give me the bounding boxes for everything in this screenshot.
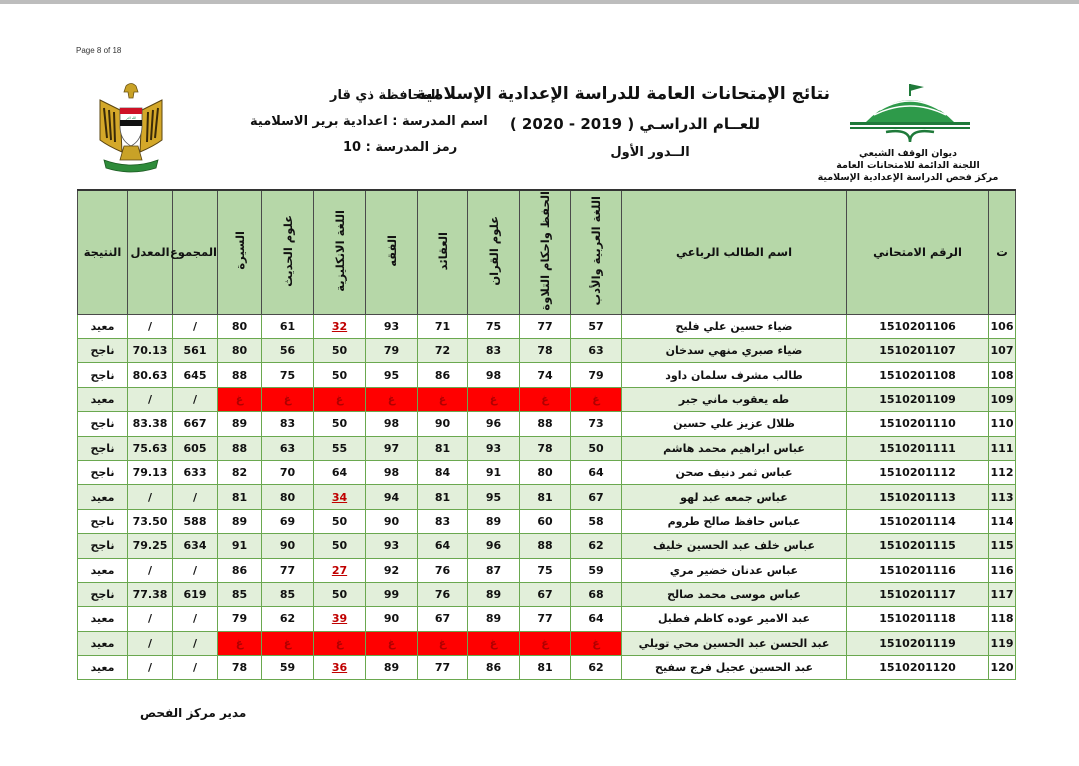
table-row — [78, 485, 1016, 509]
cell-seq: 107 — [989, 338, 1016, 362]
cell-fiqh: غ — [366, 631, 418, 655]
cell-beliefs: 67 — [418, 607, 468, 631]
cell-memorization: 81 — [520, 485, 571, 509]
page-number: Page 8 of 18 — [76, 46, 122, 55]
cell-quran-sciences: 93 — [468, 436, 520, 460]
cell-arabic: 63 — [571, 338, 622, 362]
cell-seerah: 91 — [218, 534, 262, 558]
cell-quran-sciences: غ — [468, 387, 520, 411]
table-row — [78, 607, 1016, 631]
cell-exam-id: 1510201120 — [847, 656, 989, 680]
cell-fiqh: 98 — [366, 460, 418, 484]
cell-exam-id: 1510201115 — [847, 534, 989, 558]
document-title: نتائج الإمتحانات العامة للدراسة الإعدادية الإسلامية — [415, 84, 830, 104]
cell-average: 80.63 — [128, 363, 173, 387]
academic-year: للعــام الدراسـي ( 2019 - 2020 ) — [509, 115, 760, 133]
cell-quran-sciences: 75 — [468, 314, 520, 338]
cell-hadith: 62 — [262, 607, 314, 631]
cell-hadith: 80 — [262, 485, 314, 509]
cell-arabic: 73 — [571, 412, 622, 436]
cell-fiqh: 90 — [366, 607, 418, 631]
col-header-hadith — [262, 190, 314, 314]
table-row — [78, 363, 1016, 387]
cell-arabic: غ — [571, 387, 622, 411]
cell-result: ناجح — [78, 509, 128, 533]
cell-name: طه يعقوب ماني جبر — [622, 387, 847, 411]
cell-hadith: 61 — [262, 314, 314, 338]
cell-fiqh: 97 — [366, 436, 418, 460]
svg-text:الله اكبر: الله اكبر — [125, 116, 137, 120]
col-header-english — [314, 190, 366, 314]
cell-beliefs: 76 — [418, 582, 468, 606]
cell-result: معيد — [78, 631, 128, 655]
cell-exam-id: 1510201111 — [847, 436, 989, 460]
cell-arabic: 79 — [571, 363, 622, 387]
cell-beliefs: غ — [418, 631, 468, 655]
cell-hadith: 59 — [262, 656, 314, 680]
cell-total: / — [173, 387, 218, 411]
cell-name: عباس ثمر دنيف صحن — [622, 460, 847, 484]
table-row — [78, 412, 1016, 436]
cell-quran-sciences: 96 — [468, 534, 520, 558]
cell-seerah: 81 — [218, 485, 262, 509]
cell-seerah: 80 — [218, 314, 262, 338]
cell-total: 633 — [173, 460, 218, 484]
cell-seerah: 78 — [218, 656, 262, 680]
cell-english: 50 — [314, 509, 366, 533]
cell-english: 50 — [314, 363, 366, 387]
cell-total: 634 — [173, 534, 218, 558]
cell-name: عبد الامير عوده كاظم فطبل — [622, 607, 847, 631]
cell-hadith: غ — [262, 387, 314, 411]
cell-hadith: 69 — [262, 509, 314, 533]
cell-name: عباس جمعه عبد لهو — [622, 485, 847, 509]
cell-total: / — [173, 314, 218, 338]
cell-quran-sciences: 87 — [468, 558, 520, 582]
col-header-result: النتيجة — [78, 190, 128, 314]
school-code-label: رمز المدرسة : 10 — [343, 140, 458, 155]
cell-seq: 117 — [989, 582, 1016, 606]
cell-english: غ — [314, 387, 366, 411]
cell-result: ناجح — [78, 412, 128, 436]
cell-seq: 109 — [989, 387, 1016, 411]
cell-fiqh: 89 — [366, 656, 418, 680]
cell-seq: 114 — [989, 509, 1016, 533]
org-line-3: مركز فحص الدراسة الإعدادية الإسلامية — [817, 172, 999, 183]
cell-beliefs: 72 — [418, 338, 468, 362]
cell-english: 50 — [314, 582, 366, 606]
table-row — [78, 509, 1016, 533]
cell-seerah: 88 — [218, 436, 262, 460]
table-row — [78, 582, 1016, 606]
table-row — [78, 534, 1016, 558]
table-row — [78, 338, 1016, 362]
col-header-seerah-label: السيرة — [232, 231, 247, 271]
cell-memorization: 78 — [520, 436, 571, 460]
cell-average: 73.50 — [128, 509, 173, 533]
cell-memorization: 77 — [520, 314, 571, 338]
cell-memorization: 78 — [520, 338, 571, 362]
cell-name: عباس عدنان خضير مري — [622, 558, 847, 582]
iraq-eagle-emblem-icon — [96, 80, 166, 176]
cell-name: ضياء صبري منهي سدخان — [622, 338, 847, 362]
cell-quran-sciences: 89 — [468, 607, 520, 631]
cell-seq: 108 — [989, 363, 1016, 387]
cell-english: 39 — [314, 607, 366, 631]
cell-memorization: 67 — [520, 582, 571, 606]
results-body — [78, 314, 1016, 680]
cell-average: 77.38 — [128, 582, 173, 606]
cell-result: معيد — [78, 558, 128, 582]
cell-fiqh: 92 — [366, 558, 418, 582]
cell-hadith: 63 — [262, 436, 314, 460]
cell-memorization: 74 — [520, 363, 571, 387]
cell-english: 55 — [314, 436, 366, 460]
cell-average: / — [128, 314, 173, 338]
cell-arabic: 64 — [571, 607, 622, 631]
cell-hadith: 75 — [262, 363, 314, 387]
cell-fiqh: 79 — [366, 338, 418, 362]
cell-hadith: 90 — [262, 534, 314, 558]
cell-seq: 120 — [989, 656, 1016, 680]
cell-average: / — [128, 485, 173, 509]
cell-average: / — [128, 607, 173, 631]
cell-seq: 111 — [989, 436, 1016, 460]
cell-arabic: 62 — [571, 656, 622, 680]
cell-average: 75.63 — [128, 436, 173, 460]
cell-memorization: 75 — [520, 558, 571, 582]
table-row — [78, 314, 1016, 338]
cell-quran-sciences: 95 — [468, 485, 520, 509]
table-row — [78, 631, 1016, 655]
cell-seq: 110 — [989, 412, 1016, 436]
cell-seerah: غ — [218, 631, 262, 655]
cell-fiqh: 90 — [366, 509, 418, 533]
results-table — [77, 189, 1016, 680]
cell-exam-id: 1510201116 — [847, 558, 989, 582]
cell-arabic: 68 — [571, 582, 622, 606]
cell-exam-id: 1510201119 — [847, 631, 989, 655]
cell-name: ظلال عزيز علي حسين — [622, 412, 847, 436]
cell-exam-id: 1510201106 — [847, 314, 989, 338]
cell-total: 667 — [173, 412, 218, 436]
cell-name: طالب مشرف سلمان داود — [622, 363, 847, 387]
cell-exam-id: 1510201109 — [847, 387, 989, 411]
cell-seerah: 86 — [218, 558, 262, 582]
cell-fiqh: 98 — [366, 412, 418, 436]
cell-quran-sciences: 98 — [468, 363, 520, 387]
cell-hadith: 83 — [262, 412, 314, 436]
top-border — [0, 0, 1079, 4]
cell-exam-id: 1510201114 — [847, 509, 989, 533]
cell-beliefs: 86 — [418, 363, 468, 387]
cell-memorization: غ — [520, 631, 571, 655]
cell-arabic: 64 — [571, 460, 622, 484]
endowment-dome-logo-icon — [846, 80, 976, 144]
cell-quran-sciences: 86 — [468, 656, 520, 680]
cell-exam-id: 1510201110 — [847, 412, 989, 436]
cell-exam-id: 1510201112 — [847, 460, 989, 484]
cell-memorization: غ — [520, 387, 571, 411]
cell-beliefs: غ — [418, 387, 468, 411]
cell-quran-sciences: 89 — [468, 509, 520, 533]
col-header-beliefs — [418, 190, 468, 314]
col-header-total: المجموع — [173, 190, 218, 314]
col-header-exam-id: الرقم الامتحاني — [847, 190, 989, 314]
cell-fiqh: 93 — [366, 534, 418, 558]
col-header-hadith-label: علوم الحديث — [280, 214, 295, 287]
col-header-arabic-label: اللغة العربية والأدب — [589, 196, 603, 306]
col-header-quran-sciences-label: علوم القران — [486, 215, 501, 286]
cell-exam-id: 1510201117 — [847, 582, 989, 606]
cell-result: معيد — [78, 314, 128, 338]
cell-beliefs: 76 — [418, 558, 468, 582]
school-name-label: اسم المدرسة : اعدادية برير الاسلامية — [250, 114, 488, 129]
cell-result: معيد — [78, 656, 128, 680]
cell-exam-id: 1510201108 — [847, 363, 989, 387]
governorate-label: المحافظة ذي قار — [330, 88, 440, 103]
cell-average: / — [128, 558, 173, 582]
organization-block — [812, 148, 1004, 184]
cell-result: ناجح — [78, 582, 128, 606]
cell-total: 619 — [173, 582, 218, 606]
col-header-seerah — [218, 190, 262, 314]
col-header-memorization — [520, 190, 571, 314]
cell-arabic: 58 — [571, 509, 622, 533]
cell-beliefs: 64 — [418, 534, 468, 558]
cell-exam-id: 1510201107 — [847, 338, 989, 362]
cell-arabic: 57 — [571, 314, 622, 338]
cell-total: / — [173, 607, 218, 631]
table-row — [78, 558, 1016, 582]
cell-fiqh: 94 — [366, 485, 418, 509]
col-header-fiqh-label: الفقه — [384, 234, 399, 267]
cell-beliefs: 90 — [418, 412, 468, 436]
cell-english: غ — [314, 631, 366, 655]
cell-total: 588 — [173, 509, 218, 533]
table-row — [78, 436, 1016, 460]
cell-total: 605 — [173, 436, 218, 460]
cell-fiqh: 95 — [366, 363, 418, 387]
cell-result: معيد — [78, 607, 128, 631]
cell-total: / — [173, 631, 218, 655]
cell-seerah: 85 — [218, 582, 262, 606]
cell-memorization: 80 — [520, 460, 571, 484]
cell-result: ناجح — [78, 460, 128, 484]
cell-seerah: غ — [218, 387, 262, 411]
header-row — [78, 190, 1016, 314]
cell-result: ناجح — [78, 534, 128, 558]
cell-beliefs: 83 — [418, 509, 468, 533]
cell-result: ناجح — [78, 338, 128, 362]
cell-seq: 113 — [989, 485, 1016, 509]
cell-seq: 118 — [989, 607, 1016, 631]
cell-hadith: غ — [262, 631, 314, 655]
cell-english: 50 — [314, 338, 366, 362]
col-header-fiqh — [366, 190, 418, 314]
cell-arabic: 62 — [571, 534, 622, 558]
cell-seerah: 88 — [218, 363, 262, 387]
col-header-seq: ت — [989, 190, 1016, 314]
cell-quran-sciences: 91 — [468, 460, 520, 484]
cell-result: ناجح — [78, 436, 128, 460]
cell-hadith: 85 — [262, 582, 314, 606]
cell-seq: 112 — [989, 460, 1016, 484]
cell-seerah: 89 — [218, 412, 262, 436]
col-header-arabic — [571, 190, 622, 314]
col-header-memorization-label: الحفظ واحكام التلاوة — [538, 191, 552, 311]
cell-average: / — [128, 387, 173, 411]
cell-total: 645 — [173, 363, 218, 387]
cell-beliefs: 81 — [418, 436, 468, 460]
cell-result: ناجح — [78, 363, 128, 387]
cell-name: عباس موسى محمد صالح — [622, 582, 847, 606]
cell-hadith: 70 — [262, 460, 314, 484]
cell-english: 34 — [314, 485, 366, 509]
col-header-quran-sciences — [468, 190, 520, 314]
cell-seq: 115 — [989, 534, 1016, 558]
cell-arabic: 50 — [571, 436, 622, 460]
cell-name: ضياء حسين علي فليح — [622, 314, 847, 338]
col-header-name: اسم الطالب الرباعي — [622, 190, 847, 314]
cell-arabic: 59 — [571, 558, 622, 582]
cell-total: / — [173, 485, 218, 509]
cell-exam-id: 1510201118 — [847, 607, 989, 631]
cell-seerah: 82 — [218, 460, 262, 484]
cell-seq: 116 — [989, 558, 1016, 582]
table-row — [78, 656, 1016, 680]
cell-quran-sciences: 89 — [468, 582, 520, 606]
cell-beliefs: 81 — [418, 485, 468, 509]
cell-hadith: 56 — [262, 338, 314, 362]
cell-arabic: 67 — [571, 485, 622, 509]
cell-english: 36 — [314, 656, 366, 680]
cell-total: 561 — [173, 338, 218, 362]
cell-memorization: 88 — [520, 412, 571, 436]
cell-seq: 106 — [989, 314, 1016, 338]
cell-english: 50 — [314, 412, 366, 436]
cell-name: عبد الحسين عجيل فرج سفيح — [622, 656, 847, 680]
col-header-english-label: اللغة الانكليزية — [332, 209, 347, 292]
cell-seerah: 79 — [218, 607, 262, 631]
cell-hadith: 77 — [262, 558, 314, 582]
cell-total: / — [173, 558, 218, 582]
exam-round: الــدور الأول — [610, 145, 690, 160]
cell-average: 79.13 — [128, 460, 173, 484]
cell-name: عباس ابراهيم محمد هاشم — [622, 436, 847, 460]
cell-memorization: 81 — [520, 656, 571, 680]
cell-fiqh: 99 — [366, 582, 418, 606]
table-row — [78, 460, 1016, 484]
cell-name: عباس خلف عبد الحسين خليف — [622, 534, 847, 558]
cell-quran-sciences: 96 — [468, 412, 520, 436]
org-line-2: اللجنة الدائمة للامتحانات العامة — [836, 160, 980, 171]
cell-average: 70.13 — [128, 338, 173, 362]
cell-seerah: 89 — [218, 509, 262, 533]
cell-average: 83.38 — [128, 412, 173, 436]
cell-memorization: 88 — [520, 534, 571, 558]
col-header-average: المعدل — [128, 190, 173, 314]
cell-english: 27 — [314, 558, 366, 582]
table-row — [78, 387, 1016, 411]
cell-result: معيد — [78, 387, 128, 411]
cell-memorization: 60 — [520, 509, 571, 533]
cell-beliefs: 71 — [418, 314, 468, 338]
cell-name: عباس حافظ صالح طروم — [622, 509, 847, 533]
cell-fiqh: غ — [366, 387, 418, 411]
cell-exam-id: 1510201113 — [847, 485, 989, 509]
cell-quran-sciences: 83 — [468, 338, 520, 362]
cell-beliefs: 77 — [418, 656, 468, 680]
cell-arabic: غ — [571, 631, 622, 655]
cell-english: 64 — [314, 460, 366, 484]
cell-total: / — [173, 656, 218, 680]
cell-result: معيد — [78, 485, 128, 509]
cell-average: / — [128, 656, 173, 680]
cell-quran-sciences: غ — [468, 631, 520, 655]
cell-seerah: 80 — [218, 338, 262, 362]
org-line-1: ديوان الوقف الشيعي — [858, 148, 958, 159]
cell-english: 50 — [314, 534, 366, 558]
cell-seq: 119 — [989, 631, 1016, 655]
cell-memorization: 77 — [520, 607, 571, 631]
cell-english: 32 — [314, 314, 366, 338]
cell-average: 79.25 — [128, 534, 173, 558]
cell-fiqh: 93 — [366, 314, 418, 338]
cell-name: عبد الحسن عبد الحسين محي تويلي — [622, 631, 847, 655]
col-header-beliefs-label: العقائد — [435, 231, 450, 270]
cell-average: / — [128, 631, 173, 655]
cell-beliefs: 84 — [418, 460, 468, 484]
signature-label: مدير مركز الفحص — [140, 706, 247, 720]
